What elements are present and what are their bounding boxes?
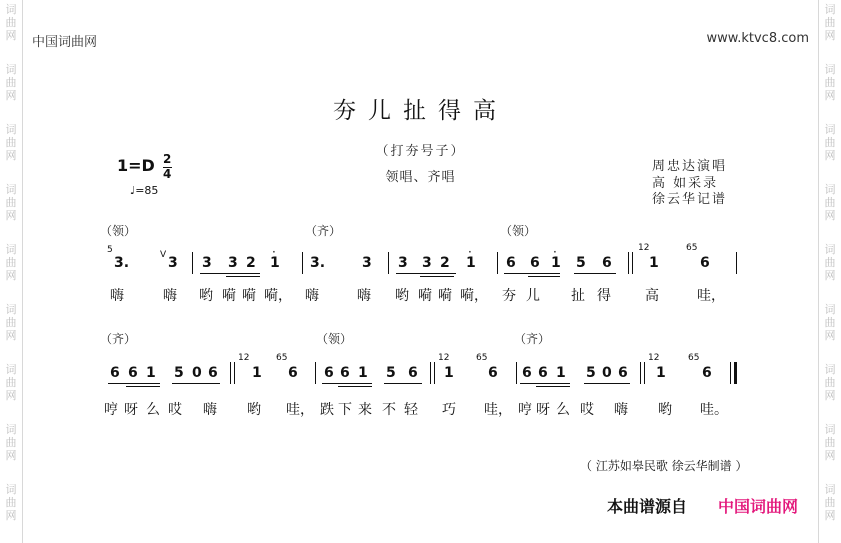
note: 6 [538, 365, 548, 381]
lyric: 哎 [580, 402, 594, 418]
site-url[interactable]: www.ktvc8.com [706, 31, 809, 46]
watermark-char: 词 [5, 243, 17, 256]
source-label: 本曲谱源自 [607, 497, 688, 516]
bar-line [644, 362, 645, 384]
watermark-char: 曲 [824, 136, 836, 149]
watermark-char: 曲 [824, 376, 836, 389]
key-signature: 1=D [117, 156, 155, 175]
note: 6 [602, 255, 612, 271]
site-name[interactable]: 中国词曲网 [32, 35, 98, 50]
credit-singer: 周忠达演唱 [652, 159, 728, 174]
bar-line [434, 362, 435, 384]
role-marker: （齐） [514, 332, 551, 346]
source-site-link[interactable]: 中国词曲网 [718, 497, 799, 516]
performance-type: 领唱、齐唱 [385, 170, 456, 185]
note: 6 [128, 365, 138, 381]
grace-notes: 12 [438, 353, 450, 363]
beam [384, 383, 422, 384]
watermark-char: 曲 [824, 76, 836, 89]
watermark-char: 网 [824, 329, 836, 342]
watermark-char: 网 [824, 449, 836, 462]
credit-collector: 高 如采录 [652, 176, 719, 191]
note: 5 [586, 365, 596, 381]
watermark-char: 曲 [824, 316, 836, 329]
watermark-char: 曲 [5, 16, 17, 29]
note: 3. [114, 255, 130, 271]
right-watermark-column [818, 0, 841, 543]
final-bar-line [734, 362, 737, 384]
beam [574, 273, 616, 274]
lyric: 哇， [286, 402, 314, 418]
watermark-char: 词 [824, 423, 836, 436]
bar-line [497, 252, 498, 274]
note: 1 [649, 255, 659, 271]
bar-line [628, 252, 629, 274]
note: 3. [310, 255, 326, 271]
note: 6 [488, 365, 498, 381]
lyric: 哎 [168, 402, 182, 418]
grace-notes: 12 [638, 243, 650, 253]
watermark-char: 词 [5, 363, 17, 376]
lyric: 夯 [502, 288, 516, 304]
note: 3 [398, 255, 408, 271]
watermark-char: 词 [824, 123, 836, 136]
watermark-char: 网 [5, 209, 17, 222]
watermark-char: 词 [5, 303, 17, 316]
watermark-char: 词 [5, 183, 17, 196]
credit-transcriber: 徐云华记谱 [652, 192, 728, 207]
bar-line [302, 252, 303, 274]
role-marker: （领） [316, 332, 353, 346]
bar-line [730, 362, 731, 384]
beam [396, 273, 456, 274]
note: 1 [656, 365, 666, 381]
note: 1 [358, 365, 368, 381]
lyric: 么 [556, 402, 570, 418]
note: 6 [700, 255, 710, 271]
note: 3 [202, 255, 212, 271]
note: 1 [466, 255, 476, 271]
bar-line [315, 362, 316, 384]
beam [126, 386, 160, 387]
watermark-char: 曲 [5, 136, 17, 149]
lyric: 哼 [104, 402, 118, 418]
octave-dot: · [468, 245, 472, 259]
note: 0 [192, 365, 202, 381]
lyric: 哼 [518, 402, 532, 418]
watermark-char: 网 [5, 269, 17, 282]
watermark-char: 网 [5, 29, 17, 42]
note: 3 [362, 255, 372, 271]
watermark-char: 曲 [5, 376, 17, 389]
breath-mark: V [160, 250, 167, 260]
note: 6 [506, 255, 516, 271]
bar-line [640, 362, 641, 384]
bar-line [234, 362, 235, 384]
beam [338, 386, 372, 387]
watermark-char: 曲 [824, 256, 836, 269]
beam [536, 386, 570, 387]
left-watermark-column [0, 0, 23, 543]
watermark-char: 曲 [824, 436, 836, 449]
watermark-char: 网 [5, 329, 17, 342]
beam [504, 273, 560, 274]
lyric: 高 [645, 288, 659, 304]
watermark-char: 网 [5, 89, 17, 102]
lyric: 轻 [404, 402, 418, 418]
note: 0 [602, 365, 612, 381]
bar-line [632, 252, 633, 274]
grace-notes: 12 [238, 353, 250, 363]
note: 3 [168, 255, 178, 271]
lyric: 哇。 [700, 402, 728, 418]
note: 1 [146, 365, 156, 381]
watermark-char: 曲 [5, 316, 17, 329]
lyric: 嗨 [110, 288, 124, 304]
tempo-marking: ♩=85 [130, 184, 159, 197]
lyric: 儿 [526, 288, 540, 304]
watermark-char: 词 [5, 423, 17, 436]
lyric: 嗨 [357, 288, 371, 304]
note: 1 [551, 255, 561, 271]
lyric: 嗨 [305, 288, 319, 304]
grace-notes: 12 [648, 353, 660, 363]
lyric: 嗨 [163, 288, 177, 304]
lyric: 下 [338, 402, 352, 418]
lyric: 扯 [571, 288, 585, 304]
lyric: 哟 [247, 402, 261, 418]
time-signature-top: 2 [163, 152, 172, 166]
lyric: 跌 [320, 402, 334, 418]
lyric: 嗨 [203, 402, 217, 418]
watermark-char: 网 [824, 209, 836, 222]
note: 1 [252, 365, 262, 381]
watermark-char: 网 [824, 149, 836, 162]
lyric: 嗬， [264, 288, 292, 304]
watermark-char: 网 [824, 269, 836, 282]
note: 6 [340, 365, 350, 381]
beam [528, 276, 560, 277]
bar-line [388, 252, 389, 274]
note: 3 [422, 255, 432, 271]
octave-dot: · [272, 245, 276, 259]
note: 6 [522, 365, 532, 381]
note: 1 [270, 255, 280, 271]
watermark-char: 词 [5, 63, 17, 76]
lyric: 巧 [442, 402, 456, 418]
bar-line [430, 362, 431, 384]
watermark-char: 曲 [5, 196, 17, 209]
beam [584, 383, 630, 384]
lyric: 嗬， [460, 288, 488, 304]
watermark-char: 网 [5, 149, 17, 162]
watermark-char: 网 [824, 389, 836, 402]
note: 5 [576, 255, 586, 271]
note: 6 [324, 365, 334, 381]
beam [520, 383, 570, 384]
note: 2 [440, 255, 450, 271]
lyric: 来 [358, 402, 372, 418]
lyric: 哟 [199, 288, 213, 304]
watermark-char: 网 [824, 29, 836, 42]
beam [322, 383, 372, 384]
lyric: 哇， [697, 288, 725, 304]
watermark-char: 曲 [5, 496, 17, 509]
bar-line [192, 252, 193, 274]
beam [200, 273, 260, 274]
role-marker: （领） [500, 224, 537, 238]
octave-dot: · [553, 245, 557, 259]
grace-notes: 65 [688, 353, 700, 363]
lyric: 得 [597, 288, 611, 304]
role-marker: （齐） [100, 332, 137, 346]
lyric: 不 [382, 402, 396, 418]
note: 5 [174, 365, 184, 381]
watermark-char: 词 [824, 303, 836, 316]
tune-type: （打夯号子） [375, 144, 466, 159]
note: 6 [110, 365, 120, 381]
watermark-char: 词 [824, 183, 836, 196]
lyric: 嗬 [418, 288, 432, 304]
watermark-char: 曲 [824, 196, 836, 209]
watermark-char: 词 [824, 3, 836, 16]
note: 6 [618, 365, 628, 381]
lyric: 嗨 [614, 402, 628, 418]
lyric: 呀 [536, 402, 550, 418]
bar-line [736, 252, 737, 274]
lyric: 嗬 [242, 288, 256, 304]
lyric: 哟 [395, 288, 409, 304]
lyric: 么 [146, 402, 160, 418]
watermark-char: 网 [5, 389, 17, 402]
grace-note: 5 [107, 245, 113, 255]
grace-notes: 65 [276, 353, 288, 363]
note: 6 [288, 365, 298, 381]
lyric: 哟 [658, 402, 672, 418]
watermark-char: 曲 [5, 76, 17, 89]
watermark-char: 网 [5, 509, 17, 522]
source-note: （ 江苏如皋民歌 徐云华制谱 ） [580, 459, 748, 473]
watermark-char: 网 [824, 509, 836, 522]
watermark-char: 词 [824, 63, 836, 76]
note: 6 [208, 365, 218, 381]
note: 6 [702, 365, 712, 381]
role-marker: （领） [100, 224, 137, 238]
bar-line [230, 362, 231, 384]
note: 3 [228, 255, 238, 271]
role-marker: （齐） [305, 224, 342, 238]
time-signature-bottom: 4 [163, 167, 172, 181]
watermark-char: 词 [5, 3, 17, 16]
watermark-char: 网 [824, 89, 836, 102]
watermark-char: 曲 [824, 496, 836, 509]
note: 1 [444, 365, 454, 381]
grace-notes: 65 [476, 353, 488, 363]
beam [226, 276, 260, 277]
watermark-char: 词 [824, 363, 836, 376]
watermark-char: 词 [824, 243, 836, 256]
grace-notes: 65 [686, 243, 698, 253]
lyric: 嗬 [222, 288, 236, 304]
watermark-char: 词 [824, 483, 836, 496]
note: 1 [556, 365, 566, 381]
beam [420, 276, 454, 277]
note: 6 [530, 255, 540, 271]
watermark-char: 词 [5, 483, 17, 496]
beam [172, 383, 220, 384]
lyric: 嗬 [438, 288, 452, 304]
watermark-char: 网 [5, 449, 17, 462]
note: 6 [408, 365, 418, 381]
bar-line [516, 362, 517, 384]
note: 2 [246, 255, 256, 271]
watermark-char: 曲 [5, 256, 17, 269]
song-title: 夯儿扯得高 [333, 98, 508, 124]
lyric: 呀 [124, 402, 138, 418]
watermark-char: 词 [5, 123, 17, 136]
watermark-char: 曲 [824, 16, 836, 29]
watermark-char: 曲 [5, 436, 17, 449]
lyric: 哇， [484, 402, 512, 418]
note: 5 [386, 365, 396, 381]
beam [108, 383, 160, 384]
